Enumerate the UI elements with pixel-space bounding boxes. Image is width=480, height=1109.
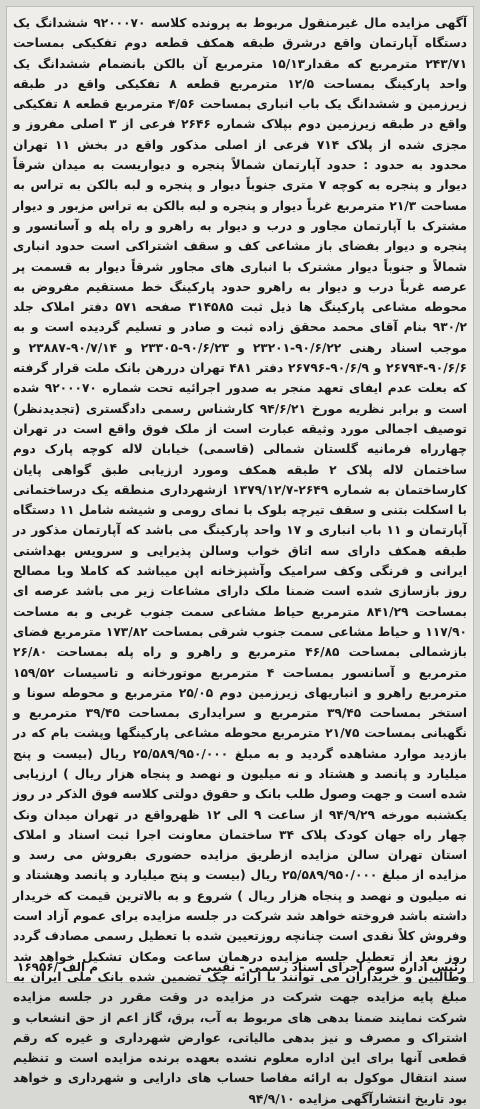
signature-row	[17, 960, 465, 974]
signatory-title: رئیس اداره سوم اجرای اسناد رسمی - نقیبی	[200, 960, 465, 974]
signature-block	[17, 956, 465, 974]
newspaper-clipping	[6, 6, 474, 1106]
publication-code: ۱۶۹۵۶/ م الف	[17, 960, 99, 974]
auction-notice-body: آگهی مزایده مال غیرمنقول مربوط به پرونده کلاسه ۹۲۰۰۰۷۰ ششدانگ یک دستگاه آپارتمان واقع درشرق طبقه همکف قطعه دوم تفکیکی بمساحت ۲۴۳/۷۱ مترمربع که مقدار۱۵/۱۳ مترمربع آن بالکن بانضمام ششدانگ یک واحد پارکینگ بمساحت ۱۲/۵ مترمربع قطعه ۸ تفکیکی واقع در طبقه زیرزمین و ششدانگ یک باب انباری بمساحت ۴/۵۶ مترمربع قطعه ۸ تفکیکی واقع در طبقه زیرزمین دوم بپلاک شماره ۲۶۴۶ فرعی از ۳ اصلی مفروز و مجزی شده از پلاک ۷۱۴ فرعی از اصلی مذکور واقع در بخش ۱۱ تهران محدود به حدود : حدود آپارتمان شمالاً پنجره و دیواریست به میدان شرقاً دیوار و پنجره به کوچه ۷ متری جنوباً دیوار و پنجره و لبه بالکن به تراس به مساحت ۲۱/۳ مترمربع غرباً دیوار و پنجره و لبه بالکن به تراس مزبور و دیوار مشترک با آپارتمان مجاور و درب و دیوار به راهرو و راه پله و آسانسور و پنجره و دیوار بفضای باز مشاعی کف و سقف اشتراکی است حدود انباری شمالاً و جنوباً دیوار مشترک با انباری های مجاور شرقاً دیوار به قسمت پر عرصه غرباً درب و دیوار به راهرو حدود پارکینگ خط مستقیم مفروض به محوطه مشاعی پارکینگ ها ذیل ثبت ۳۱۴۵۸۵ صفحه ۵۷۱ دفتر املاک جلد ۹۳۰/۲ بنام آقای محمد محقق زاده ثبت و صادر و تسلیم گردیده است و به موجب اسناد رهنی ۹۰/۶/۲۲-۲۳۲۰۱ و ۹۰/۶/۲۳-۲۳۳۰۵ و ۹۰/۷/۱۴-۲۳۸۸۷ و ۹۰/۶/۶-۲۶۷۹۴ و ۹۰/۶/۹-۲۶۷۹۶ دفتر ۴۸۱ تهران دررهن بانک ملت قرار گرفته که بعلت عدم ایفای تعهد منجر به صدور اجرائیه تحت شماره ۹۲۰۰۰۷۰ شده است و برابر نظریه مورخ ۹۴/۶/۲۱ کارشناس رسمی دادگستری (تجدیدنظر) توصیف اجمالی مورد وثیقه عبارت است از ملک فوق واقع است در تهران چهارراه فرمانیه گلستان شمالی (قاسمی) خیابان لاله کوچه پارک دوم ساختمان لاله پلاک ۲ طبقه همکف ومورد ارزیابی طبق گواهی پایان کارساختمان به شماره ۲۶۴۹-۱۳۷۹/۱۲/۷ ازشهرداری منطقه یک درساختمانی با اسکلت بتنی و سقف تیرچه بلوک با نمای رومی و شیشه شامل ۱۱ دستگاه آپارتمان و ۱۱ باب انباری و ۱۷ واحد پارکینگ می باشد که آپارتمان مذکور در طبقه همکف دارای سه اتاق خواب وسالن پذیرایی و سرویس بهداشتی ایرانی و فرنگی وکف سرامیک وآشپزخانه اپن میباشد که کاملا وبا مصالح روز بازسازی شده است ضمنا ملک دارای مشاعات زیر می باشد عرصه ای بمساحت ۸۴۱/۲۹ مترمربع حیاط مشاعی سمت جنوب غربی و به مساحت ۱۱۷/۹۰ و حیاط مشاعی سمت جنوب شرقی بمساحت ۱۷۳/۸۲ مترمربع فضای بازشمالی بمساحت ۴۶/۸۵ مترمربع و راهرو و راه پله بمساحت ۲۶/۸۰ مترمربع و آسانسور بمساحت ۴ مترمربع موتورخانه و تاسیسات ۱۵۹/۵۲ مترمربع راهرو و انباریهای زیرزمین دوم ۲۵/۰۵ مترمربع و محوطه سونا و استخر بمساحت ۳۹/۴۵ مترمربع و سرایداری بمساحت ۳۹/۴۵ مترمربع و نگهبانی بمساحت ۲۱/۷۵ مترمربع محوطه مشاعی پارکینگها وپشت بام که در بازدید موارد مشاهده گردید و به مبلغ ۲۵/۵۸۹/۹۵۰/۰۰۰ ریال (بیست و پنج میلیارد و پانصد و هشتاد و نه میلیون و نهصد و پنجاه هزار ریال ) ارزیابی شده است و جهت وصول طلب بانک و حقوق دولتی کلاسه فوق الذکر در روز یکشنبه مورخه ۹۴/۹/۲۹ از ساعت ۹ الی ۱۲ ظهرواقع در تهران میدان ونک چهار راه جهان کودک پلاک ۳۴ ساختمان معاونت اجرا ثبت اسناد و املاک استان تهران سالن مزایده ازطریق مزایده حضوری بفروش می رسد و مزایده از مبلغ ۲۵/۵۸۹/۹۵۰/۰۰۰ ریال (بیست و پنج میلیارد و پانصد وهشتاد و نه میلیون و نهصد و پنجاه هزار ریال ) شروع و به بالاترین قیمت که خریدار داشته باشد فروخته خواهد شد شرکت در جلسه مزایده برای عموم آزاد است وفروش کلاً نقدی است چنانچه روزتعیین شده با تعطیل رسمی مصادف گردد روز بعد از تعطیل جلسه مزایده درهمان ساعت ومکان تشکیل خواهد شد وطالبین و خریداران می توانند با ارائه چک تضمین شده بانک ملی ایران به مبلغ پایه مزایده جهت شرکت در مزایده در وقت مقرر در جلسه مزایده شرکت نمایند ضمنا بدهی های مربوط به آب، برق، گاز اعم از حق انشعاب و اشتراک و مصرف و نیز بدهی مالیاتی، عوارض شهرداری و غیره که رقم قطعی آنها برای این اداره معلوم نشده بعهده برنده مزایده است و تنظیم سند انتقال موکول به ارائه مفاصا حساب های دارایی و شهرداری و خواهد بود تاریخ انتشارآگهی مزایده ۹۴/۹/۱۰	[13, 16, 468, 1106]
